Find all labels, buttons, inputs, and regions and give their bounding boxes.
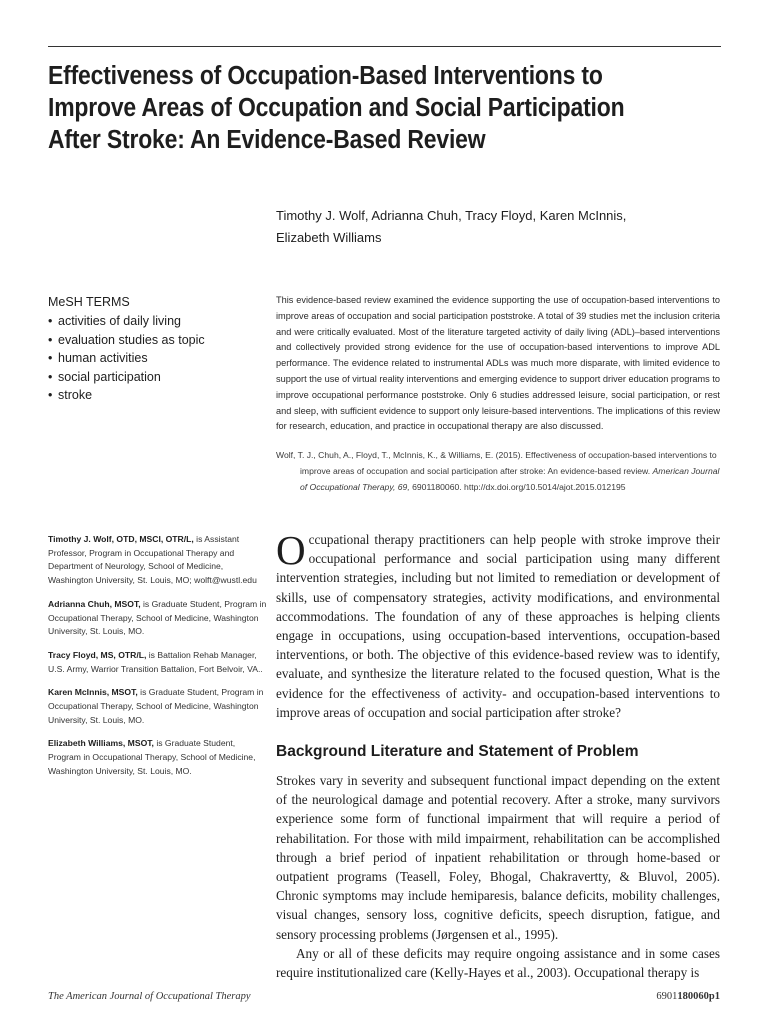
mesh-term: • stroke [48,386,258,405]
author-bio [48,533,268,588]
section-heading: Background Literature and Statement of Problem [276,743,639,761]
page-number-bold: 180060p1 [677,991,720,1002]
bio-name: Tracy Floyd, MS, OTR/L, [48,649,147,660]
citation-journal: American Journal of Occupational Therapy, 69, [300,465,720,492]
mesh-term-list [48,312,258,405]
body-text [276,527,720,982]
body-paragraph: Any or all of these deficits may require ongoing assistance and in some cases require institutionalized care (Kelly-Hayes et al., 2003). Occupational therapy is [276,945,720,981]
author-list [276,205,726,249]
abstract: This evidence-based review examined the evidence supporting the use of occupation-based interventions to improve areas of occupation and social participation poststroke. A total of 39 studies met the inclusion criteria and were critically evaluated. Most of the literature targeted activity of daily living (ADL)–based interventions and collectively provided strong evidence for the use of occupation-based interventions to improve ADL performance. The evidence related to instrumental ADLs was much more disparate, with limited evidence to support the use of virtual reality interventions and emerging evidence to support driver education programs to improve occupational performance poststroke. Only 6 studies addressed leisure, social participation, or rest and sleep, with sufficient evidence to support only leisure-based interventions. The implications of this review for research, education, and practice in occupational therapy are also discussed. [276,295,720,432]
mesh-heading: MeSH TERMS [48,295,130,309]
intro-paragraph [276,527,720,722]
mesh-term: • activities of daily living [48,312,258,331]
bio-text: is Graduate Student, Program in Occupational Therapy, School of Medicine, Washington University, St. Louis, MO. [48,687,264,725]
bio-name: Elizabeth Williams, MSOT, [48,738,154,749]
citation-authors-title: Wolf, T. J., Chuh, A., Floyd, T., McInnis, K., & Williams, E. (2015). Effectiveness of occupation-based interventions to improve areas of occupation and social participation after stroke: An evidence-based review. [276,450,717,476]
footer-journal-name: The American Journal of Occupational Therapy [48,991,251,1002]
top-rule [48,46,721,47]
bio-text: is Battalion Rehab Manager, U.S. Army, Warrior Transition Battalion, Fort Belvoir, VA.. [48,649,263,674]
bio-text: is Graduate Student, Program in Occupational Therapy, School of Medicine, Washington University, St. Louis, MO. [48,738,256,776]
mesh-terms [48,293,258,405]
authors-line-1: Timothy J. Wolf, Adrianna Chuh, Tracy Floyd, Karen McInnis, [276,208,627,223]
drop-cap: O [276,527,306,573]
author-bio [48,598,268,639]
author-bio [48,686,268,727]
intro-text: ccupational therapy practitioners can help people with stroke improve their occupational performance and social participation using many different intervention strategies, including but not limited to remediation or development of skills, use of compensatory strategies, activity modifications, and environmental accommodations. The foundation of any of these approaches is helping clients engage in occupations, using occupation-based interventions, occupation-based interventions, or both. The objective of this evidence-based review was to identify, evaluate, and synthesize the literature related to the focused question, What is the evidence for the effectiveness of activity- and occupation-based interventions to improve areas of occupation and social participation after stroke? [276,532,720,720]
bio-name: Adrianna Chuh, MSOT, [48,598,141,609]
citation [276,448,720,495]
article-title [48,60,669,156]
title-line-1: Effectiveness of Occupation-Based Interventions to [48,62,603,90]
footer-page-number [656,991,720,1002]
bio-name: Timothy J. Wolf, OTD, MSCI, OTR/L, [48,534,194,544]
body-paragraph: Strokes vary in severity and subsequent functional impact depending on the extent of the neurological damage and potential recovery. After a stroke, many survivors experience some form of functional impairment that will require a period of rehabilitation. For those with mild impairment, rehabilitation can be accomplished through a brief period of inpatient rehabilitation or through home-based or outpatient programs (Teasell, Foley, Bhogal, Chakravertty, & Bluvol, 2005). Chronic symptoms may include hemiparesis, balance deficits, mobility challenges, visual changes, sensory loss, cognitive deficits, speech disruption, fatigue, and sensory processing problems (Jørgensen et al., 1995). [276,773,720,942]
title-line-2: Improve Areas of Occupation and Social Participation [48,94,625,122]
doi-link[interactable]: http://dx.doi.org/10.5014/ajot.2015.012195 [464,481,626,492]
bio-text: is Assistant Professor, Program in Occupational Therapy and Department of Neurology, School of Medicine, Washington University, St. Louis, MO; wolft@wustl.edu [48,534,257,586]
author-bios [48,533,268,789]
title-line-3: After Stroke: An Evidence-Based Review [48,126,486,154]
page-number-prefix: 6901 [656,991,678,1002]
author-bio [48,737,268,778]
authors-line-2: Elizabeth Williams [276,230,382,245]
citation-article-number: 6901180060. [409,481,465,492]
mesh-term: • social participation [48,368,258,387]
bio-name: Karen McInnis, MSOT, [48,687,138,698]
bio-text: is Graduate Student, Program in Occupational Therapy, School of Medicine, Washington University, St. Louis, MO. [48,598,267,637]
author-bio [48,649,268,676]
mesh-term: • evaluation studies as topic [48,331,258,350]
mesh-term: • human activities [48,349,258,368]
